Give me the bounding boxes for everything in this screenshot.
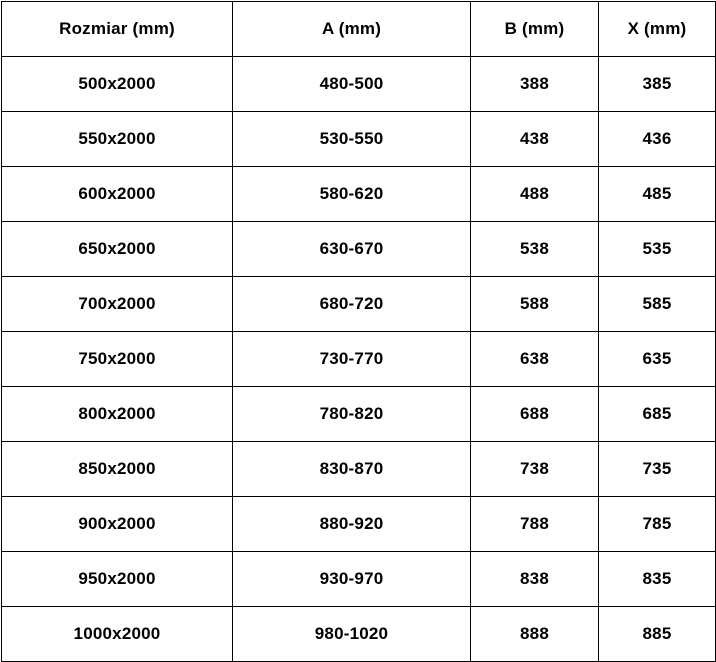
cell-size: 900x2000 [2, 497, 233, 552]
cell-b: 488 [471, 167, 599, 222]
table-row [2, 607, 716, 662]
cell-a: 880-920 [233, 497, 471, 552]
table-header [2, 2, 716, 57]
cell-x: 535 [599, 222, 716, 277]
table-header-row [2, 2, 716, 57]
cell-b: 638 [471, 332, 599, 387]
table-row [2, 497, 716, 552]
cell-b: 838 [471, 552, 599, 607]
cell-size: 950x2000 [2, 552, 233, 607]
table-row [2, 442, 716, 497]
table-row [2, 112, 716, 167]
cell-x: 685 [599, 387, 716, 442]
cell-a: 780-820 [233, 387, 471, 442]
cell-x: 785 [599, 497, 716, 552]
cell-x: 436 [599, 112, 716, 167]
cell-b: 588 [471, 277, 599, 332]
cell-a: 980-1020 [233, 607, 471, 662]
column-header-a: A (mm) [233, 2, 471, 57]
cell-x: 735 [599, 442, 716, 497]
table-row [2, 167, 716, 222]
table-row [2, 57, 716, 112]
cell-b: 888 [471, 607, 599, 662]
cell-b: 438 [471, 112, 599, 167]
cell-a: 580-620 [233, 167, 471, 222]
cell-b: 738 [471, 442, 599, 497]
cell-a: 930-970 [233, 552, 471, 607]
cell-size: 600x2000 [2, 167, 233, 222]
cell-b: 788 [471, 497, 599, 552]
cell-a: 680-720 [233, 277, 471, 332]
column-header-size: Rozmiar (mm) [2, 2, 233, 57]
cell-a: 480-500 [233, 57, 471, 112]
table-body [2, 57, 716, 662]
cell-a: 830-870 [233, 442, 471, 497]
cell-b: 388 [471, 57, 599, 112]
table-row [2, 222, 716, 277]
dimensions-table [1, 1, 716, 662]
table-row [2, 552, 716, 607]
column-header-b: B (mm) [471, 2, 599, 57]
cell-size: 550x2000 [2, 112, 233, 167]
cell-size: 650x2000 [2, 222, 233, 277]
cell-size: 1000x2000 [2, 607, 233, 662]
table-row [2, 277, 716, 332]
cell-a: 730-770 [233, 332, 471, 387]
table-row [2, 332, 716, 387]
cell-b: 688 [471, 387, 599, 442]
cell-x: 835 [599, 552, 716, 607]
cell-x: 885 [599, 607, 716, 662]
table-row [2, 387, 716, 442]
column-header-x: X (mm) [599, 2, 716, 57]
cell-size: 700x2000 [2, 277, 233, 332]
cell-size: 800x2000 [2, 387, 233, 442]
cell-a: 630-670 [233, 222, 471, 277]
cell-size: 850x2000 [2, 442, 233, 497]
dimensions-table-container [0, 1, 716, 650]
cell-x: 585 [599, 277, 716, 332]
cell-a: 530-550 [233, 112, 471, 167]
cell-x: 385 [599, 57, 716, 112]
cell-size: 500x2000 [2, 57, 233, 112]
cell-x: 635 [599, 332, 716, 387]
cell-x: 485 [599, 167, 716, 222]
cell-size: 750x2000 [2, 332, 233, 387]
cell-b: 538 [471, 222, 599, 277]
